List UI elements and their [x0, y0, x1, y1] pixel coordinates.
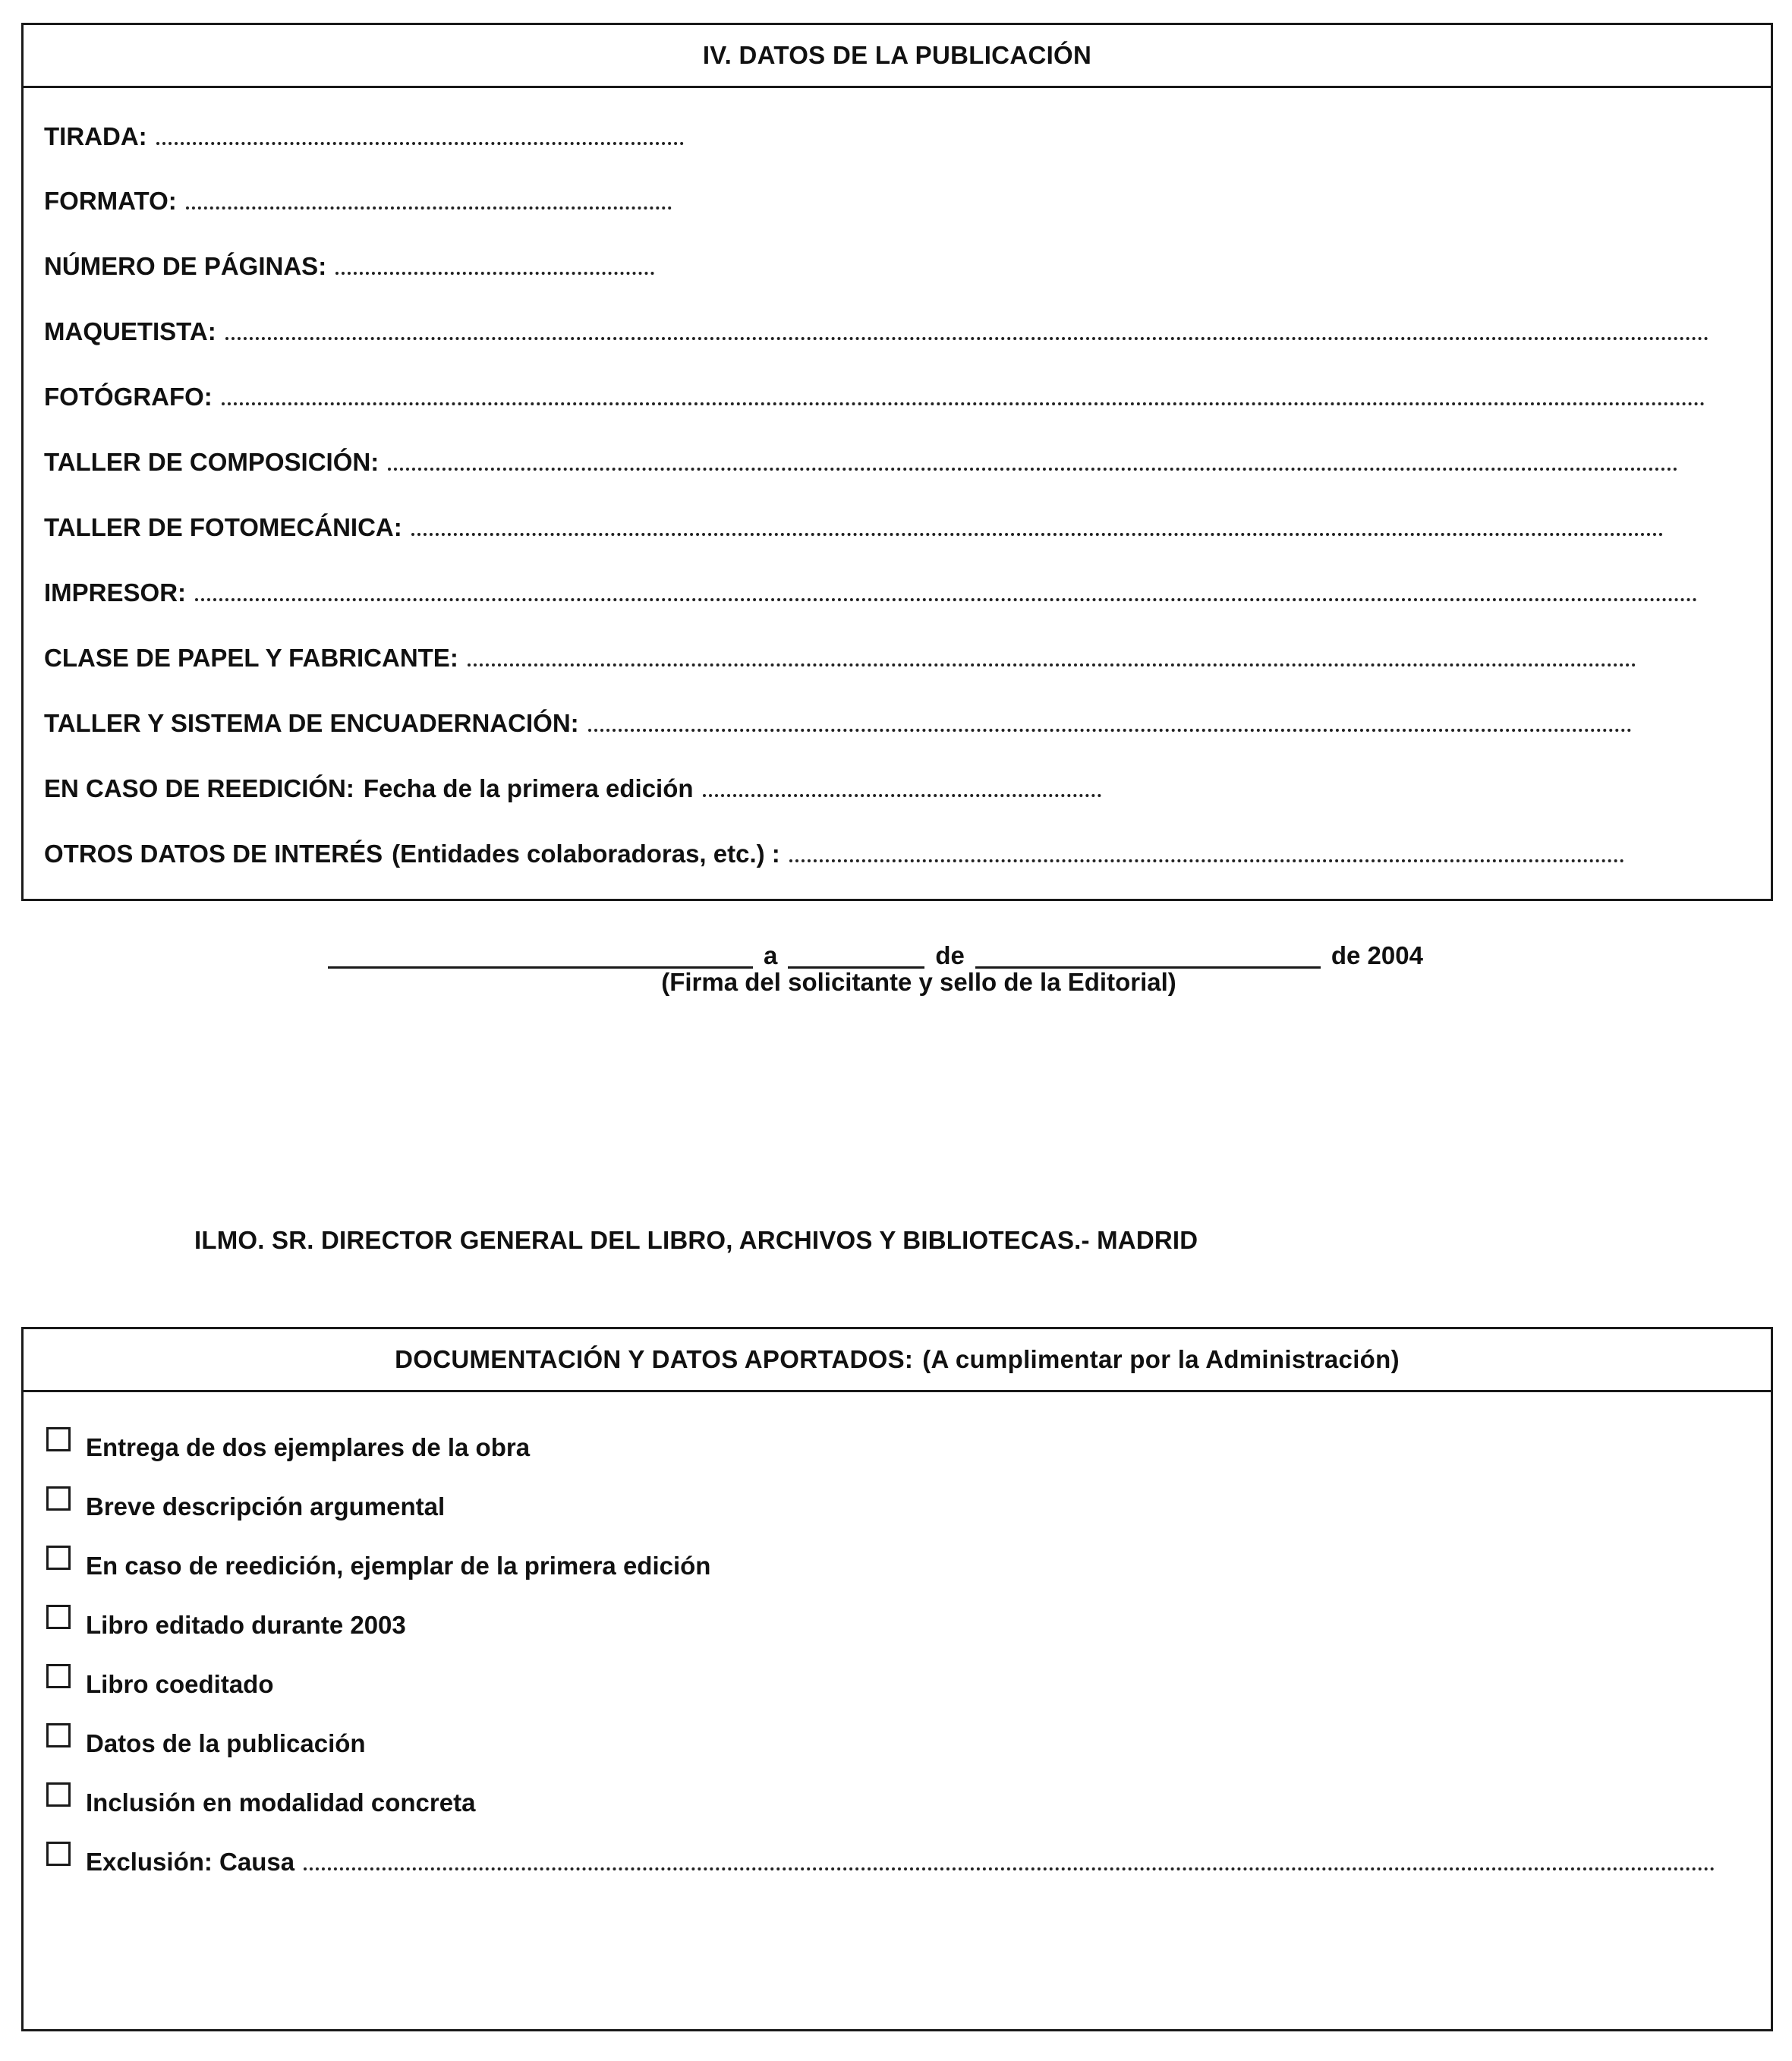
- numero-paginas-input[interactable]: [335, 272, 654, 275]
- check-item-label: Entrega de dos ejemplares de la obra: [86, 1433, 531, 1461]
- field-taller-encuadernacion: [44, 704, 1632, 738]
- check-item-entrega: [46, 1427, 530, 1462]
- field-extra: (Entidades colaboradoras, etc.) :: [392, 840, 780, 868]
- check-item-modalidad: [46, 1782, 475, 1817]
- tirada-input[interactable]: [156, 142, 684, 145]
- addressee-text: ILMO. SR. DIRECTOR GENERAL DEL LIBRO, ARCHIVOS Y BIBLIOTECAS.- MADRID: [194, 1226, 1198, 1254]
- field-taller-fotomecanica: [44, 509, 1664, 542]
- field-otros-datos: [44, 835, 1624, 868]
- documentation-section: [21, 1327, 1773, 2031]
- checkbox[interactable]: [46, 1427, 71, 1451]
- field-label: TALLER Y SISTEMA DE ENCUADERNACIÓN:: [44, 709, 579, 737]
- fecha-primera-edicion-input[interactable]: [703, 794, 1101, 797]
- check-item-exclusion: [46, 1842, 1715, 1877]
- field-impresor: [44, 574, 1698, 607]
- field-extra: Fecha de la primera edición: [363, 774, 694, 802]
- checkbox[interactable]: [46, 1664, 71, 1688]
- field-label: TIRADA:: [44, 122, 147, 150]
- check-item-label: Libro editado durante 2003: [86, 1611, 406, 1639]
- field-maquetista: [44, 313, 1709, 346]
- signature-date-line: [328, 932, 1423, 970]
- field-label: FOTÓGRAFO:: [44, 383, 213, 411]
- field-label: IMPRESOR:: [44, 578, 187, 607]
- taller-fotomecanica-input[interactable]: [411, 533, 1664, 536]
- field-numero-paginas: [44, 247, 654, 281]
- check-item-label: Breve descripción argumental: [86, 1492, 446, 1521]
- signature-a-label: a: [764, 941, 778, 969]
- field-fotografo: [44, 378, 1705, 411]
- check-item-datos-publicacion: [46, 1723, 366, 1758]
- documentation-title: DOCUMENTACIÓN Y DATOS APORTADOS:: [395, 1345, 914, 1373]
- field-tirada: [44, 118, 684, 151]
- field-label: EN CASO DE REEDICIÓN:: [44, 774, 354, 802]
- check-item-label: Libro coeditado: [86, 1670, 274, 1698]
- checkbox[interactable]: [46, 1546, 71, 1570]
- exclusion-causa-input[interactable]: [304, 1867, 1715, 1870]
- check-item-descripcion: [46, 1486, 445, 1521]
- check-item-reedicion: [46, 1546, 710, 1580]
- field-formato: [44, 182, 672, 216]
- field-label: FORMATO:: [44, 187, 177, 215]
- fotografo-input[interactable]: [222, 402, 1705, 405]
- publication-data-section: [21, 23, 1773, 901]
- otros-datos-input[interactable]: [789, 859, 1624, 862]
- field-label: MAQUETISTA:: [44, 317, 216, 345]
- publication-section-title: IV. DATOS DE LA PUBLICACIÓN: [24, 25, 1771, 88]
- field-reedicion: [44, 770, 1101, 803]
- documentation-section-title: [24, 1329, 1771, 1392]
- documentation-title-note: (A cumplimentar por la Administración): [922, 1345, 1400, 1373]
- taller-composicion-input[interactable]: [388, 468, 1678, 471]
- checkbox[interactable]: [46, 1782, 71, 1807]
- impresor-input[interactable]: [195, 598, 1698, 601]
- check-item-coeditado: [46, 1664, 274, 1699]
- checkbox[interactable]: [46, 1723, 71, 1747]
- check-item-label: Inclusión en modalidad concreta: [86, 1788, 476, 1817]
- field-label: CLASE DE PAPEL Y FABRICANTE:: [44, 644, 458, 672]
- formato-input[interactable]: [186, 206, 672, 210]
- field-taller-composicion: [44, 443, 1678, 477]
- field-label: NÚMERO DE PÁGINAS:: [44, 252, 327, 280]
- field-label: TALLER DE FOTOMECÁNICA:: [44, 513, 402, 541]
- signature-year-label: de 2004: [1331, 941, 1423, 969]
- field-label: OTROS DATOS DE INTERÉS: [44, 840, 383, 868]
- signature-de-label: de: [935, 941, 965, 969]
- checkbox[interactable]: [46, 1486, 71, 1511]
- check-item-label: Datos de la publicación: [86, 1729, 366, 1757]
- field-clase-papel: [44, 639, 1636, 673]
- field-label: TALLER DE COMPOSICIÓN:: [44, 448, 380, 476]
- check-item-editado-2003: [46, 1605, 406, 1640]
- check-item-label: Exclusión: Causa: [86, 1848, 295, 1876]
- check-item-label: En caso de reedición, ejemplar de la primera edición: [86, 1552, 711, 1580]
- addressee: [194, 1226, 1198, 1255]
- checkbox[interactable]: [46, 1605, 71, 1629]
- signature-caption: (Firma del solicitante y sello de la Editorial): [661, 968, 1176, 996]
- clase-papel-input[interactable]: [468, 663, 1636, 667]
- maquetista-input[interactable]: [225, 337, 1709, 340]
- taller-encuadernacion-input[interactable]: [588, 729, 1632, 732]
- checkbox[interactable]: [46, 1842, 71, 1866]
